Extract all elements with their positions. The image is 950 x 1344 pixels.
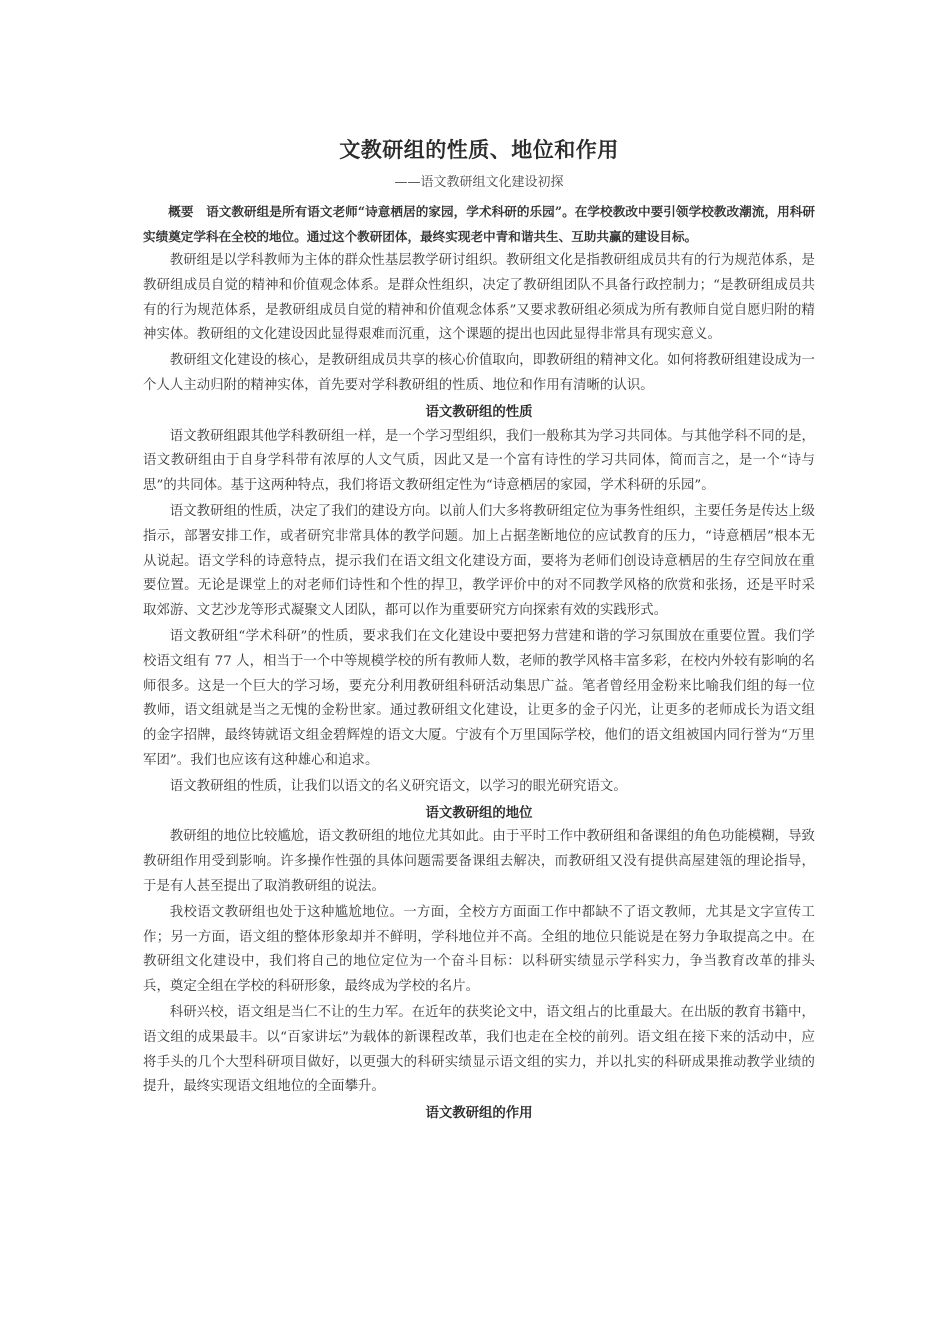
section-paragraph: 语文教研组跟其他学科教研组一样，是一个学习型组织，我们一般称其为学习共同体。与其他学科不同的是，语文教研组由于自身学科带有浓厚的人文气质，因此又是一个富有诗性的学习共同体，简而言之，是一个“诗与思”的共同体。基于这两种特点，我们将语文教研组定性为“诗意栖居的家园，学术科研的乐园”。 [143,428,815,494]
section-paragraph: 教研组的地位比较尴尬，语文教研组的地位尤其如此。由于平时工作中教研组和备课组的角色功能模糊，导致教研组作用受到影响。许多操作性强的具体问题需要备课组去解决，而教研组又没有提供高屋建瓴的理论指导，于是有人甚至提出了取消教研组的说法。 [143,829,815,894]
section-heading-status: 语文教研组的地位 [425,804,533,821]
section-paragraph: 语文教研组的性质，决定了我们的建设方向。以前人们大多将教研组定位为事务性组织，主要任务是传达上级指示，部署安排工作，或者研究非常具体的教学问题。加上占据垄断地位的应试教育的压力，“诗意栖居”根本无从说起。语文学科的诗意特点，提示我们在语文组文化建设方面，要将为老师们创设诗意栖居的生存空间放在重要位置。无论是课堂上的对老师们诗性和个性的捍卫，教学评价中的对不同教学风格的欣赏和张扬，还是平时采取郊游、文艺沙龙等形式凝聚文人团队，都可以作为重要研究方向探索有效的实践形式。 [143,503,815,619]
section-paragraph: 语文教研组的性质，让我们以语文的名义研究语文，以学习的眼光研究语文。 [169,778,627,794]
section-paragraph: 我校语文教研组也处于这种尴尬地位。一方面，全校方方面面工作中都缺不了语文教师，尤其是文字宣传工作；另一方面，语文组的整体形象却并不鲜明，学科地位并不高。全组的地位只能说是在努力争取提高之中。在教研组文化建设中，我们将自己的地位定位为一个奋斗目标：以科研实绩显示学科实力，争当教育改革的排头兵，奠定全组在学校的科研形象，最终成为学校的名片。 [143,904,815,995]
section-heading-nature: 语文教研组的性质 [425,403,533,420]
document-subtitle: ——语文教研组文化建设初探 [394,175,564,190]
document-title: 文教研组的性质、地位和作用 [339,138,619,162]
abstract-label: 概要 [168,204,194,219]
abstract-text: 语文教研组是所有语文老师“诗意栖居的家园，学术科研的乐园”。在学校教改中要引领学校教改潮流，用科研实绩奠定学科在全校的地位。通过这个教研团体，最终实现老中青和谐共生、互助共赢的建设目标。 [143,204,815,244]
document-page [143,136,815,1126]
section-paragraph: 语文教研组“学术科研”的性质，要求我们在文化建设中要把努力营建和谐的学习氛围放在重要位置。我们学校语文组有 77 人，相当于一个中等规模学校的所有教师人数，老师的教学风格丰富多彩，在校内外较有影响的名师很多。这是一个巨大的学习场，要充分利用教研组科研活动集思广益。笔者曾经用金粉来比喻我们组的每一位教师，语文组就是当之无愧的金粉世家。通过教研组文化建设，让更多的金子闪光，让更多的老师成长为语文组的金字招牌，最终铸就语文组金碧辉煌的语文大厦。宁波有个万里国际学校，他们的语文组被国内同行誉为“万里军团”。我们也应该有这种雄心和追求。 [143,628,815,768]
intro-paragraph: 教研组文化建设的核心，是教研组成员共享的核心价值取向，即教研组的精神文化。如何将教研组建设成为一个人人主动归附的精神实体，首先要对学科教研组的性质、地位和作用有清晰的认识。 [143,353,815,393]
abstract [143,200,815,249]
section-paragraph: 科研兴校，语文组是当仁不让的生力军。在近年的获奖论文中，语文组占的比重最大。在出版的教育书籍中，语文组的成果最丰。以“百家讲坛”为载体的新课程改革，我们也走在全校的前列。语文组在接下来的活动中，应将手头的几个大型科研项目做好，以更强大的科研实绩显示语文组的实力，并以扎实的科研成果推动教学业绩的提升，最终实现语文组地位的全面攀升。 [143,1004,815,1095]
section-heading-role: 语文教研组的作用 [425,1105,533,1122]
intro-paragraph: 教研组是以学科教师为主体的群众性基层教学研讨组织。教研组文化是指教研组成员共有的行为规范体系，是教研组成员自觉的精神和价值观念体系。是群众性组织，决定了教研组团队不具备行政控制力；“是教研组成员共有的行为规范体系，是教研组成员自觉的精神和价值观念体系”又要求教研组必须成为所有教师自觉自愿归附的精神实体。教研组的文化建设因此显得艰难而沉重，这个课题的提出也因此显得非常具有现实意义。 [143,253,815,343]
